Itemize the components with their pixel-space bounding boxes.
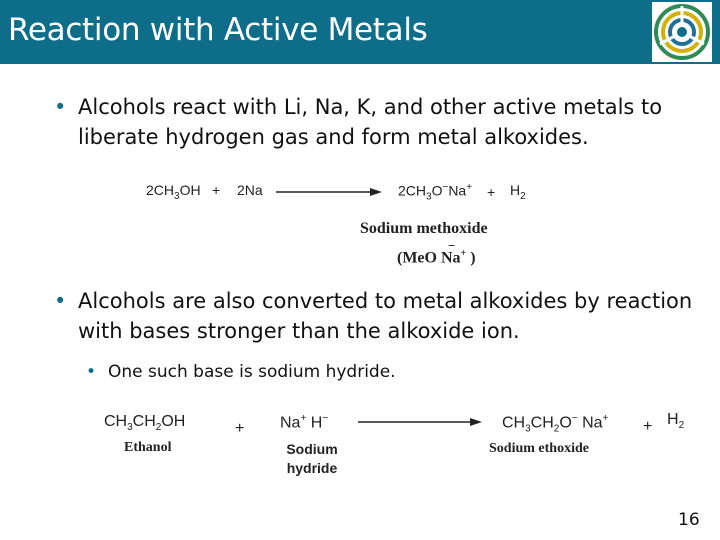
bullet-marker: • bbox=[54, 289, 67, 313]
reaction-1-product-1: $2CH_3O^-Na^+$ bbox=[398, 182, 473, 203]
sub-bullet-text: One such base is sodium hydride. bbox=[108, 362, 396, 382]
page-number: 16 bbox=[678, 510, 700, 530]
bullet-1 bbox=[54, 92, 708, 152]
reaction-1-plus-1: + bbox=[212, 182, 221, 198]
reaction-1-minus-charge: − bbox=[448, 238, 456, 253]
reaction-1-product-name: Sodium methoxide bbox=[360, 220, 488, 237]
reaction-2-plus-1: + bbox=[235, 420, 245, 437]
reaction-2-reactant-2-name: Sodium hydride bbox=[286, 441, 338, 476]
reaction-1-arrow bbox=[276, 186, 382, 198]
bullet-1-text: Alcohols react with Li, Na, K, and other active metals to liberate hydrogen gas and form metal alkoxides. bbox=[78, 95, 663, 149]
bullet-2-text: Alcohols are also converted to metal alkoxides by reaction with bases stronger than the alkoxide ion. bbox=[78, 289, 693, 343]
reaction-2-plus-2: + bbox=[643, 418, 653, 435]
bullet-marker: • bbox=[54, 95, 67, 119]
reaction-1-reactant-1: $2CH_3OH$ bbox=[146, 182, 201, 202]
slide-title: Reaction with Active Metals bbox=[8, 12, 428, 48]
reaction-1-product-formula: (MeO Na+ ) bbox=[397, 248, 476, 267]
reaction-1-plus-2: + bbox=[487, 184, 496, 200]
bullet-2 bbox=[54, 286, 708, 346]
reaction-2-reactant-1-name: Ethanol bbox=[124, 440, 172, 455]
reaction-2-arrow bbox=[358, 416, 484, 428]
reaction-2-product-1: $CH_3CH_2O^-$ Na+ bbox=[502, 413, 609, 435]
title-bar bbox=[0, 0, 720, 64]
reaction-2-product-1-name: Sodium ethoxide bbox=[489, 441, 589, 456]
reaction-2-reactant-1: $CH_3CH_2OH$ bbox=[104, 413, 186, 434]
reaction-2-product-2: $H_2$ bbox=[667, 411, 685, 432]
sub-bullet bbox=[86, 360, 708, 384]
spiral-logo-icon bbox=[652, 2, 712, 62]
reaction-1-reactant-2: 2Na bbox=[237, 182, 263, 198]
sub-bullet-marker: • bbox=[86, 362, 97, 382]
reaction-2-reactant-2: Na+ H− bbox=[280, 413, 329, 432]
reaction-1-product-2: $H_2$ bbox=[510, 182, 526, 202]
